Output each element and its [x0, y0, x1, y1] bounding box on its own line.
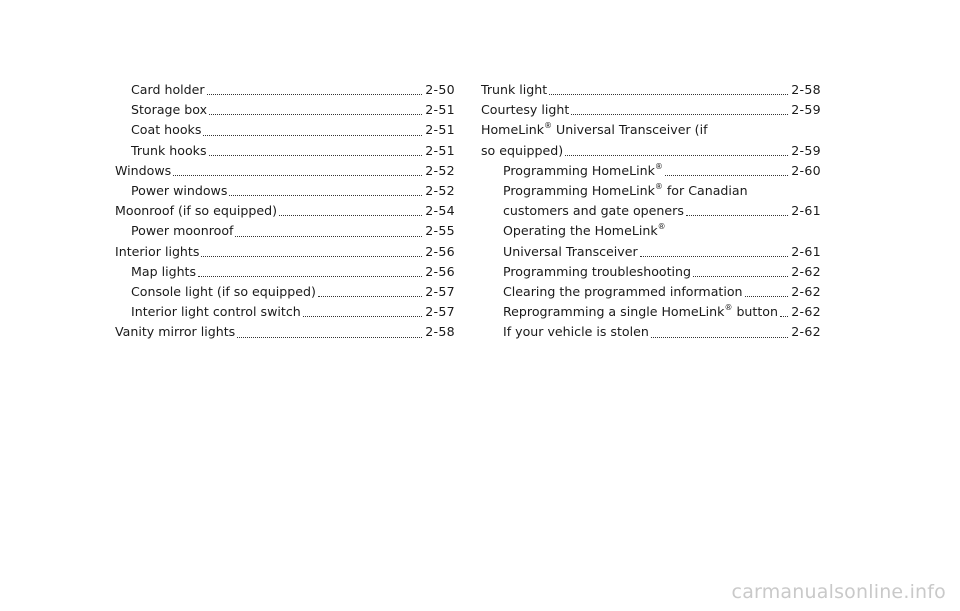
toc-entry[interactable] — [115, 221, 455, 241]
dot-leader — [665, 175, 788, 176]
toc-entry-title: Vanity mirror lights — [115, 324, 236, 340]
registered-mark: ® — [657, 222, 666, 232]
toc-entry-title-line2: customers and gate openers — [503, 203, 684, 219]
watermark: carmanualsonline.info — [731, 581, 946, 603]
dot-leader — [780, 316, 788, 317]
toc-entry-page: 2-51 — [425, 102, 455, 118]
dot-leader — [640, 256, 789, 257]
toc-entry-title: Coat hooks — [131, 122, 202, 138]
toc-entry-last-line — [481, 141, 821, 161]
toc-entry-page: 2-52 — [425, 183, 455, 199]
dot-leader — [565, 155, 788, 156]
toc-entry-title: Trunk hooks — [131, 142, 207, 158]
dot-leader — [651, 337, 788, 338]
dot-leader — [693, 276, 788, 277]
toc-entry-page: 2-51 — [425, 142, 455, 158]
toc-entry-page: 2-57 — [425, 284, 455, 300]
dot-leader — [318, 296, 422, 297]
toc-entry[interactable] — [115, 201, 455, 221]
toc-entry-programming-homelink[interactable] — [481, 161, 821, 181]
dot-leader — [201, 256, 422, 257]
toc-entry-page: 2-59 — [791, 102, 821, 118]
toc-entry-title: Windows — [115, 162, 172, 178]
toc-entry-title — [503, 161, 663, 181]
dot-leader — [209, 155, 423, 156]
toc-entry[interactable] — [115, 242, 455, 262]
toc-entry-title-part: for Canadian — [662, 183, 748, 199]
toc-entry[interactable] — [115, 120, 455, 140]
dot-leader — [686, 215, 788, 216]
toc-entry-title: Storage box — [131, 102, 208, 118]
toc-entry-page: 2-61 — [791, 203, 821, 219]
toc-entry[interactable] — [115, 161, 455, 181]
toc-right-column — [481, 80, 821, 343]
toc-entry-title-line1 — [481, 181, 821, 201]
dot-leader — [209, 114, 422, 115]
toc-entry-courtesy-light[interactable] — [481, 100, 821, 120]
toc-entry-title — [503, 302, 778, 322]
toc-entry-last-line — [481, 201, 821, 221]
toc-entry-title-line2: so equipped) — [481, 142, 564, 158]
dot-leader — [198, 276, 422, 277]
toc-entry-title: Card holder — [131, 82, 205, 97]
toc-entry[interactable] — [115, 282, 455, 302]
toc-entry-trunk-light[interactable] — [481, 80, 821, 100]
toc-entry-title-line2: Universal Transceiver — [503, 243, 638, 259]
toc-entry-stolen[interactable] — [481, 322, 821, 342]
toc-entry-title-part: Reprogramming a single HomeLink — [503, 304, 725, 320]
toc-entry-page: 2-57 — [425, 304, 455, 320]
dot-leader — [203, 135, 422, 136]
toc-entry-title: Power windows — [131, 183, 228, 199]
toc-entry-page: 2-62 — [791, 304, 821, 320]
registered-mark: ® — [654, 161, 663, 171]
registered-mark: ® — [654, 182, 663, 192]
dot-leader — [745, 296, 789, 297]
toc-entry-title: Map lights — [131, 263, 197, 279]
toc-entry-title: Interior light control switch — [131, 304, 301, 320]
toc-entry-reprogramming[interactable] — [481, 302, 821, 322]
toc-entry[interactable] — [115, 181, 455, 201]
toc-entry-title: Clearing the programmed information — [503, 284, 743, 300]
toc-entry-page: 2-58 — [791, 82, 821, 97]
toc-entry-page: 2-56 — [425, 243, 455, 259]
toc-entry-title-part: HomeLink — [481, 122, 544, 138]
toc-entry-title-part: button — [732, 304, 778, 320]
dot-leader — [235, 236, 422, 237]
dot-leader — [279, 215, 422, 216]
dot-leader — [229, 195, 422, 196]
toc-entry-title-part: Programming HomeLink — [503, 183, 655, 199]
toc-entry-title: Programming troubleshooting — [503, 263, 692, 279]
dot-leader — [303, 316, 422, 317]
toc-entry-canadian[interactable] — [481, 181, 821, 221]
toc-entry-title-part: Operating the HomeLink — [503, 223, 658, 239]
toc-entry-title-part: Programming HomeLink — [503, 162, 655, 178]
toc-entry[interactable] — [115, 262, 455, 282]
toc-entry-title: Moonroof (if so equipped) — [115, 203, 277, 219]
toc-entry[interactable] — [115, 100, 455, 120]
toc-entry-page: 2-56 — [425, 263, 455, 279]
toc-entry-title-part: Universal Transceiver (if — [551, 122, 708, 138]
toc-entry-clearing[interactable] — [481, 282, 821, 302]
toc-entry-page: 2-50 — [425, 82, 455, 97]
toc-entry-title-line1 — [481, 221, 821, 241]
dot-leader — [549, 94, 788, 95]
dot-leader — [173, 175, 422, 176]
toc-entry-title: Trunk light — [481, 82, 548, 97]
registered-mark: ® — [543, 121, 552, 131]
toc-entry-page: 2-62 — [791, 284, 821, 300]
toc-entry-title: Interior lights — [115, 243, 200, 259]
toc-entry-title-line1 — [481, 120, 821, 140]
toc-entry-homelink[interactable] — [481, 120, 821, 160]
dot-leader — [237, 337, 422, 338]
toc-left-column — [115, 80, 455, 343]
toc-entry-page: 2-51 — [425, 122, 455, 138]
toc-entry-page: 2-61 — [791, 243, 821, 259]
registered-mark: ® — [724, 303, 733, 313]
toc-entry-title: Console light (if so equipped) — [131, 284, 316, 300]
toc-entry[interactable] — [115, 80, 455, 100]
toc-entry-title: Courtesy light — [481, 102, 570, 118]
toc-entry-troubleshooting[interactable] — [481, 262, 821, 282]
dot-leader — [571, 114, 788, 115]
toc-entry-page: 2-54 — [425, 203, 455, 219]
toc-entry-title: Power moonroof — [131, 223, 234, 239]
toc-entry-page: 2-59 — [791, 142, 821, 158]
toc-entry-page: 2-62 — [791, 324, 821, 340]
dot-leader — [207, 94, 423, 95]
toc-entry-operating[interactable] — [481, 221, 821, 261]
toc-entry-page: 2-60 — [791, 162, 821, 178]
toc-entry-page: 2-62 — [791, 263, 821, 279]
toc-entry[interactable] — [115, 302, 455, 322]
toc-entry-title: If your vehicle is stolen — [503, 324, 649, 340]
toc-entry[interactable] — [115, 141, 455, 161]
toc-entry-page: 2-55 — [425, 223, 455, 239]
toc-entry[interactable] — [115, 322, 455, 342]
toc-entry-page: 2-58 — [425, 324, 455, 340]
toc-entry-page: 2-52 — [425, 162, 455, 178]
toc-entry-last-line — [481, 242, 821, 262]
